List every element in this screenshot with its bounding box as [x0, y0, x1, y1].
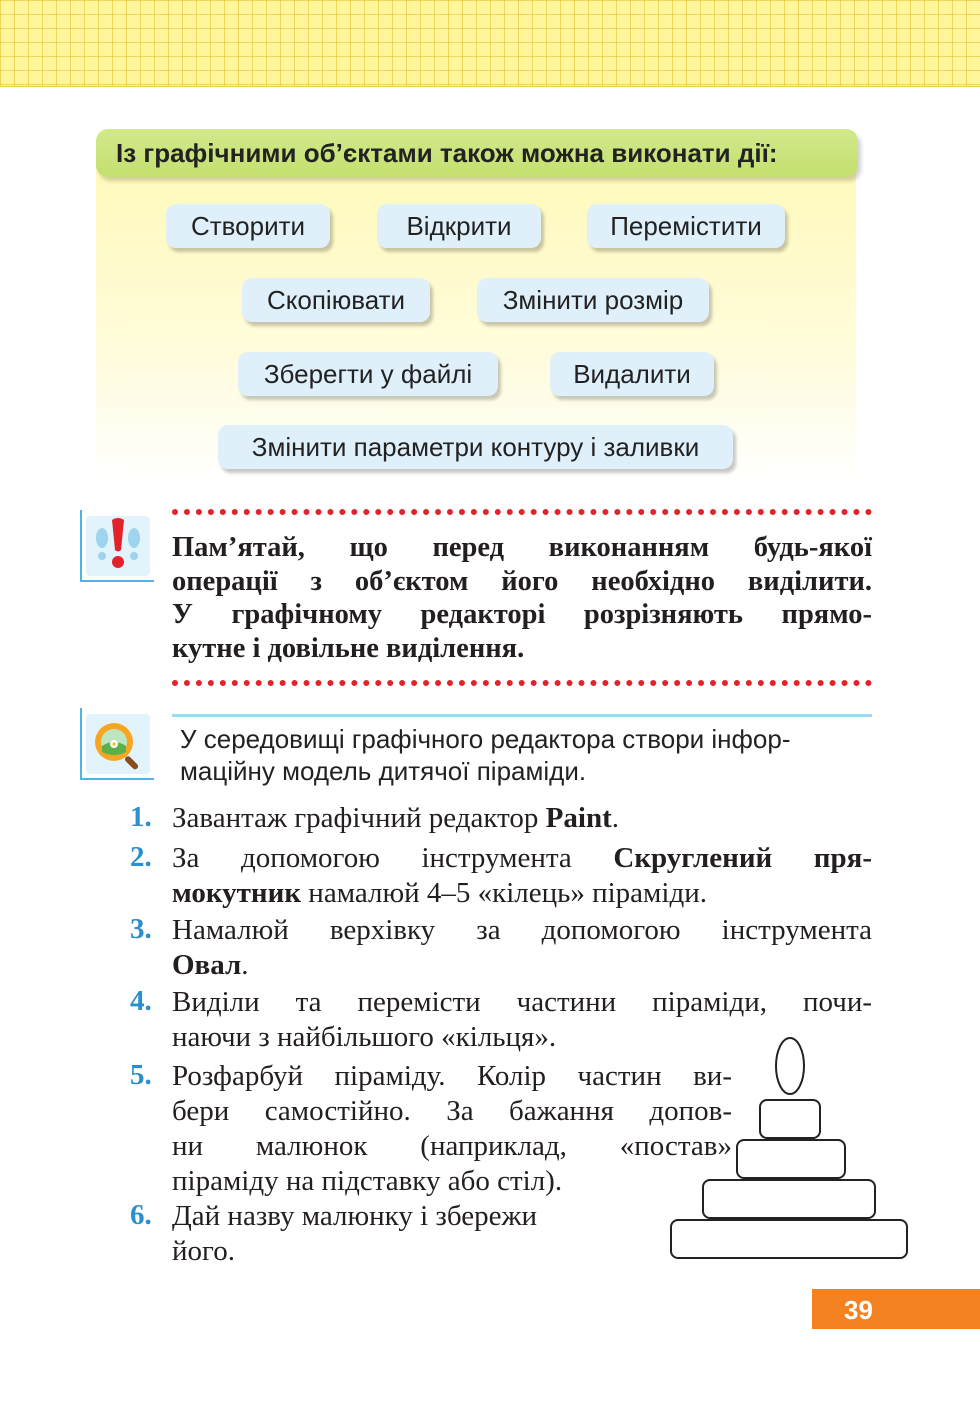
step-text: Дай назву малюнку і збережи [172, 1200, 538, 1232]
step-3-text [172, 913, 872, 983]
action-change-outline-fill[interactable]: Змінити параметри контуру і заливки [218, 425, 733, 469]
magnifier-icon [82, 708, 154, 778]
pyramid-top-oval [776, 1038, 804, 1094]
step-text: наючи з найбільшого «кільця». [172, 1021, 557, 1053]
task-intro-line: маційну модель дитячої піраміди. [180, 756, 587, 786]
step-text: його. [172, 1235, 235, 1267]
remember-line: У графічному редакторі розрізняють прямо- [172, 599, 872, 630]
step-text: намалюй 4–5 «кілець» піраміди. [301, 877, 707, 909]
step-text: Завантаж графічний редактор [172, 802, 546, 834]
page-number: 39 [844, 1295, 873, 1325]
step-1-text [172, 801, 619, 836]
step-number: 4. [130, 985, 152, 1017]
step-5-text [172, 1059, 732, 1199]
action-open[interactable]: Відкрити [377, 204, 541, 248]
action-delete[interactable]: Видалити [550, 352, 714, 396]
step-text: бери самостійно. За бажання допов- [172, 1095, 732, 1127]
pyramid-illustration [665, 1030, 915, 1262]
step-bold: мокутник [172, 877, 302, 909]
pyramid-ring [703, 1180, 875, 1218]
dotted-divider-top [172, 509, 872, 515]
action-move[interactable]: Перемістити [587, 204, 785, 248]
step-text: За допомогою інструмента [172, 842, 614, 874]
action-copy[interactable]: Скопіювати [242, 278, 430, 322]
remember-line: Пам’ятай, що перед виконанням будь-якої [172, 532, 872, 563]
actions-title: Із графічними об’єктами також можна виконати дії: [116, 138, 778, 168]
step-2-text [172, 841, 872, 911]
exclamation-icon [82, 510, 154, 580]
step-6-text [172, 1199, 537, 1269]
step-number: 5. [130, 1059, 152, 1091]
step-number: 3. [130, 913, 152, 945]
remember-line: кутне і довільне виділення. [172, 632, 525, 664]
step-number: 2. [130, 841, 152, 873]
step-text: . [611, 802, 619, 834]
action-resize[interactable]: Змінити розмір [477, 278, 709, 322]
step-bold: Овал [172, 949, 242, 981]
remember-note [172, 531, 872, 665]
pyramid-ring [737, 1140, 845, 1178]
pyramid-ring [671, 1220, 907, 1258]
action-save-to-file[interactable]: Зберегти у файлі [238, 352, 498, 396]
step-number: 1. [130, 801, 152, 833]
action-create[interactable]: Створити [166, 204, 330, 248]
remember-line: операції з об’єктом його необхідно виділити. [172, 565, 872, 597]
pyramid-ring [760, 1100, 820, 1138]
step-text: піраміду на підставку або стіл). [172, 1165, 563, 1197]
task-divider [172, 714, 872, 717]
step-text: Намалюй верхівку за допомогою інструмента [172, 914, 872, 946]
actions-header [96, 129, 858, 177]
step-text: ни малюнок (наприклад, «постав» [172, 1130, 732, 1162]
task-icon-box [80, 708, 154, 780]
step-bold: Paint [545, 802, 612, 834]
task-intro-line: У середовищі графічного редактора створи інфор- [180, 724, 791, 754]
dotted-divider-bottom [172, 680, 872, 686]
step-text: . [241, 949, 249, 981]
step-number: 6. [130, 1199, 152, 1231]
task-intro [180, 723, 870, 787]
decorative-grid-band [0, 0, 980, 87]
remember-icon-box [80, 510, 154, 582]
step-text: Розфарбуй піраміду. Колір частин ви- [172, 1060, 732, 1092]
page-number-badge [812, 1289, 980, 1329]
step-text: Виділи та перемісти частини піраміди, почи- [172, 986, 872, 1018]
step-bold: Скруглений пря- [613, 842, 872, 874]
